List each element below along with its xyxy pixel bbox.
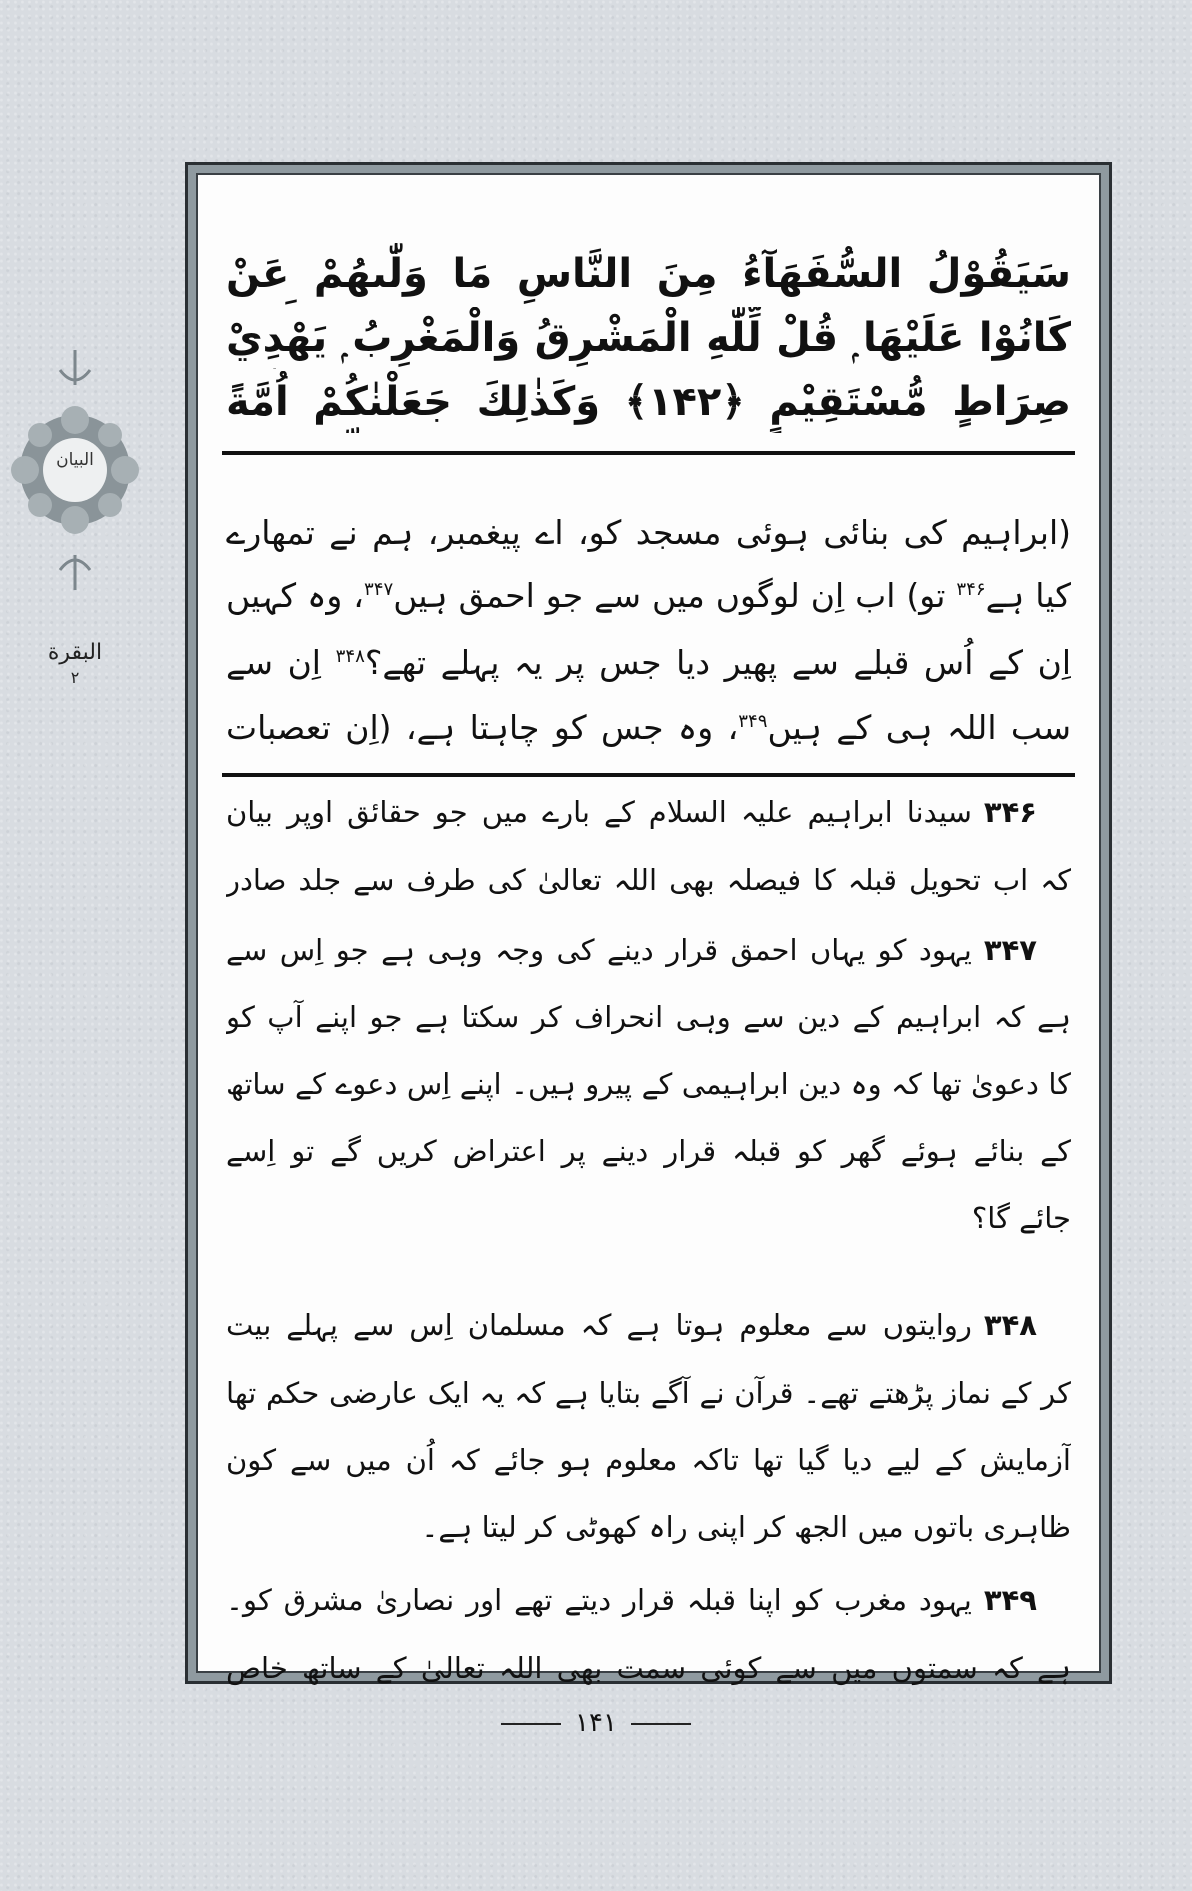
text: ، وہ جس کو چاہتا ہے، (اِن تعصبات [226, 708, 739, 747]
footnote-ref[interactable]: ۳۴۸ [335, 646, 365, 667]
text: روایتوں سے معلوم ہوتا ہے کہ مسلمان اِس سے پہلے بیت [226, 1308, 972, 1342]
text: ، وہ کہیں [226, 576, 364, 615]
footnote-ref[interactable]: ۳۴۶ [956, 579, 986, 600]
text: اِن کے اُس قبلے سے پھیر دیا جس پر یہ پہلے تھے؟ [364, 643, 1071, 682]
note-line [226, 925, 1037, 975]
ornament-medallion-icon [10, 345, 140, 595]
note-line: کا دعویٰ تھا کہ وہ دین ابراہیمی کے پیرو ہیں۔ اپنے اِس دعوے کے ساتھ [226, 1067, 1071, 1101]
note-number: ۳۴۶ [983, 795, 1037, 829]
verse-line: صِرَاطٍ مُّسْتَقِيْمٍ ﴿۱۴۲﴾ وَكَذٰلِكَ جَعَلْنٰكُمْ اُمَّةً [226, 379, 1071, 425]
divider [222, 773, 1075, 777]
page-frame [185, 162, 1112, 1684]
text: کیا ہے [985, 576, 1071, 615]
divider [222, 451, 1075, 455]
verse-line: سَيَقُوْلُ السُّفَهَآءُ مِنَ النَّاسِ مَا وَلّٰىهُمْ عَنْ [226, 251, 1071, 297]
text: تو) اب اِن لوگوں میں سے جو احمق ہیں [393, 576, 946, 615]
page-number-footer [0, 1708, 1192, 1738]
text: سب اللہ ہی کے ہیں [767, 708, 1071, 747]
page-number: ۱۴۱ [575, 1708, 617, 1738]
note-line: ہے کہ ابراہیم کے دین سے وہی انحراف کر سکتا ہے جو اپنے آپ کو [226, 1000, 1071, 1034]
note-line: جائے گا؟ [971, 1201, 1071, 1235]
footnote-ref[interactable]: ۳۴۹ [738, 711, 768, 732]
ornament-label: البیان [56, 450, 94, 470]
text: سیدنا ابراہیم علیہ السلام کے بارے میں جو حقائق اوپر بیان [226, 795, 972, 829]
note-line: کے بنائے ہوئے گھر کو قبلہ قرار دینے پر اعتراض کریں گے تو اِسے [226, 1134, 1071, 1168]
translation-line [226, 568, 1071, 624]
note-line: ظاہری باتوں میں الجھ کر اپنی راہ کھوٹی کر لیتا ہے۔ [421, 1510, 1071, 1544]
note-line [226, 1575, 1037, 1625]
text: یہود مغرب کو اپنا قبلہ قرار دیتے تھے اور نصاریٰ مشرق کو۔ [226, 1583, 972, 1617]
surah-name: البقرة [47, 640, 103, 665]
text: یہود کو یہاں احمق قرار دینے کی وجہ وہی ہے جو اِس سے [226, 933, 972, 967]
translation-line [226, 635, 1071, 691]
translation-line: (ابراہیم کی بنائی ہوئی مسجد کو، اے پیغمبر، ہم نے تمھارے [226, 513, 1071, 552]
note-line [226, 1300, 1037, 1350]
note-line: کر کے نماز پڑھتے تھے۔ قرآن نے آگے بتایا ہے کہ یہ ایک عارضی حکم تھا [226, 1376, 1071, 1410]
verse-line: كَانُوْا عَلَيْهَا ۭ قُلْ لِّلّٰهِ الْمَشْرِقُ وَالْمَغْرِبُ ۭ يَهْدِيْ [226, 315, 1071, 361]
note-line [226, 787, 1037, 837]
surah-number: ٢ [70, 668, 80, 687]
note-number: ۳۴۹ [983, 1583, 1037, 1617]
note-line: کہ اب تحویل قبلہ کا فیصلہ بھی اللہ تعالیٰ کی طرف سے جلد صادر [226, 863, 1071, 897]
page-content [196, 173, 1101, 1685]
note-line: ہے کہ سمتوں میں سے کوئی سمت بھی اللہ تعالیٰ کے ساتھ خاص [226, 1651, 1071, 1685]
dash-decoration [501, 1723, 561, 1725]
dash-decoration [631, 1723, 691, 1725]
note-number: ۳۴۸ [983, 1308, 1037, 1342]
footnote-ref[interactable]: ۳۴۷ [363, 579, 394, 600]
note-line: آزمایش کے لیے دیا گیا تھا تاکہ معلوم ہو جائے کہ اُن میں سے کون [226, 1443, 1071, 1477]
note-number: ۳۴۷ [983, 933, 1037, 967]
text: اِن سے [226, 643, 321, 682]
translation-line [226, 700, 1071, 756]
